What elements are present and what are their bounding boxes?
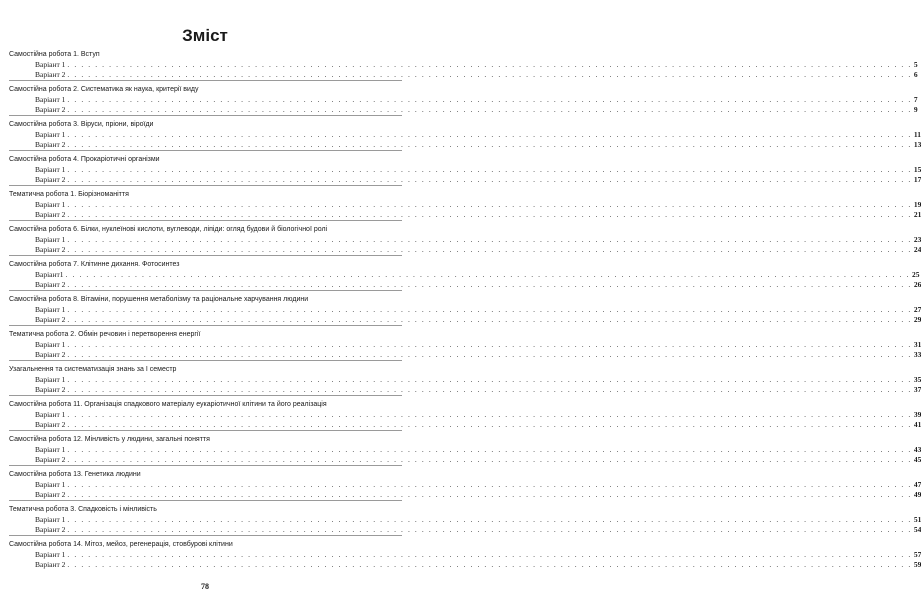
- entry-page: 11: [913, 130, 921, 139]
- toc-entry: [9, 70, 918, 80]
- page-title: Зміст: [182, 26, 228, 45]
- toc-section: [9, 326, 921, 361]
- dot-leader: . . . . . . . . . . . . . . . . . . . . . . . . . . . . . . . . . . . . . . . . . . . . . . . . . . . . . . . . . . . . . . . . . . . . . . . . . . . . . . . . . . . . . . . . . . . . . . . . . . . . . . . . . . . . . . . . . . . . . . . . . .: [67, 315, 912, 324]
- toc-entry: [9, 200, 921, 210]
- entry-label: Варіант 1: [35, 445, 66, 454]
- entry-label: Варіант 2: [35, 175, 66, 184]
- dot-leader: . . . . . . . . . . . . . . . . . . . . . . . . . . . . . . . . . . . . . . . . . . . . . . . . . . . . . . . . . . . . . . . . . . . . . . . . . . . . . . . . . . . . . . . . . . . . . . . . . . . . . . . . . . . . . . . . . . . . . . . . . .: [67, 490, 912, 499]
- dot-leader: . . . . . . . . . . . . . . . . . . . . . . . . . . . . . . . . . . . . . . . . . . . . . . . . . . . . . . . . . . . . . . . . . . . . . . . . . . . . . . . . . . . . . . . . . . . . . . . . . . . . . . . . . . . . . . . . . . . . . . . . . .: [67, 200, 912, 209]
- dot-leader: . . . . . . . . . . . . . . . . . . . . . . . . . . . . . . . . . . . . . . . . . . . . . . . . . . . . . . . . . . . . . . . . . . . . . . . . . . . . . . . . . . . . . . . . . . . . . . . . . . . . . . . . . . . . . . . . . . . . . . . . . .: [67, 175, 912, 184]
- toc-section: [9, 151, 921, 186]
- entry-label: Варіант 2: [35, 245, 66, 254]
- entry-label: Варіант 2: [35, 560, 66, 569]
- section-title: Самостійна робота 6. Білки, нуклеїнові кислоти, вуглеводи, ліпіди: огляд будови й біологічної ролі: [9, 226, 328, 233]
- toc-entry: [9, 525, 921, 535]
- toc-entry: [9, 175, 921, 185]
- dot-leader: . . . . . . . . . . . . . . . . . . . . . . . . . . . . . . . . . . . . . . . . . . . . . . . . . . . . . . . . . . . . . . . . . . . . . . . . . . . . . . . . . . . . . . . . . . . . . . . . . . . . . . . . . . . . . . . . . . . . . . . . . .: [67, 480, 912, 489]
- entry-page: 27: [913, 305, 921, 314]
- toc-entry: [9, 60, 918, 70]
- entry-label: Варіант 1: [35, 95, 66, 104]
- dot-leader: . . . . . . . . . . . . . . . . . . . . . . . . . . . . . . . . . . . . . . . . . . . . . . . . . . . . . . . . . . . . . . . . . . . . . . . . . . . . . . . . . . . . . . . . . . . . . . . . . . . . . . . . . . . . . . . . . . . . . . . . . .: [65, 270, 910, 279]
- entry-page: 23: [913, 235, 921, 244]
- entry-page: 59: [913, 560, 921, 569]
- table-of-contents: [9, 46, 921, 570]
- section-title: Самостійна робота 14. Мітоз, мейоз, регенерація, стовбурові клітини: [9, 541, 233, 548]
- dot-leader: . . . . . . . . . . . . . . . . . . . . . . . . . . . . . . . . . . . . . . . . . . . . . . . . . . . . . . . . . . . . . . . . . . . . . . . . . . . . . . . . . . . . . . . . . . . . . . . . . . . . . . . . . . . . . . . . . . . . . . . . . .: [67, 165, 912, 174]
- toc-entry: [9, 550, 921, 560]
- entry-page: 5: [913, 60, 918, 69]
- entry-label: Варіант 1: [35, 165, 66, 174]
- dot-leader: . . . . . . . . . . . . . . . . . . . . . . . . . . . . . . . . . . . . . . . . . . . . . . . . . . . . . . . . . . . . . . . . . . . . . . . . . . . . . . . . . . . . . . . . . . . . . . . . . . . . . . . . . . . . . . . . . . . . . . . . . .: [67, 515, 912, 524]
- toc-entry: [9, 270, 920, 280]
- toc-entry: [9, 560, 921, 570]
- entry-page: 6: [913, 70, 918, 79]
- entry-label: Варіант 1: [35, 200, 66, 209]
- toc-section: [9, 466, 921, 501]
- toc-section: [9, 221, 921, 256]
- section-title: Самостійна робота 3. Віруси, пріони, віроїди: [9, 121, 154, 128]
- toc-section: [9, 291, 921, 326]
- section-title: Тематична робота 2. Обмін речовин і перетворення енергії: [9, 331, 201, 338]
- dot-leader: . . . . . . . . . . . . . . . . . . . . . . . . . . . . . . . . . . . . . . . . . . . . . . . . . . . . . . . . . . . . . . . . . . . . . . . . . . . . . . . . . . . . . . . . . . . . . . . . . . . . . . . . . . . . . . . . . . . . . . . . . .: [67, 525, 912, 534]
- dot-leader: . . . . . . . . . . . . . . . . . . . . . . . . . . . . . . . . . . . . . . . . . . . . . . . . . . . . . . . . . . . . . . . . . . . . . . . . . . . . . . . . . . . . . . . . . . . . . . . . . . . . . . . . . . . . . . . . . . . . . . . . . .: [67, 340, 912, 349]
- entry-label: Варіант 1: [35, 375, 66, 384]
- entry-label: Варіант 1: [35, 410, 66, 419]
- dot-leader: . . . . . . . . . . . . . . . . . . . . . . . . . . . . . . . . . . . . . . . . . . . . . . . . . . . . . . . . . . . . . . . . . . . . . . . . . . . . . . . . . . . . . . . . . . . . . . . . . . . . . . . . . . . . . . . . . . . . . . . . . .: [67, 445, 912, 454]
- entry-label: Варіант 2: [35, 280, 66, 289]
- entry-label: Варіант 1: [35, 515, 66, 524]
- toc-entry: [9, 385, 921, 395]
- toc-section: [9, 361, 921, 396]
- dot-leader: . . . . . . . . . . . . . . . . . . . . . . . . . . . . . . . . . . . . . . . . . . . . . . . . . . . . . . . . . . . . . . . . . . . . . . . . . . . . . . . . . . . . . . . . . . . . . . . . . . . . . . . . . . . . . . . . . . . . . . . . . .: [67, 105, 912, 114]
- toc-entry: [9, 140, 921, 150]
- toc-entry: [9, 515, 921, 525]
- entry-page: 9: [913, 105, 918, 114]
- entry-page: 49: [913, 490, 921, 499]
- entry-page: 39: [913, 410, 921, 419]
- page-number: 78: [201, 582, 209, 591]
- entry-label: Варіант 2: [35, 210, 66, 219]
- toc-entry: [9, 235, 921, 245]
- entry-page: 54: [913, 525, 921, 534]
- toc-section: [9, 396, 921, 431]
- entry-page: 41: [913, 420, 921, 429]
- dot-leader: . . . . . . . . . . . . . . . . . . . . . . . . . . . . . . . . . . . . . . . . . . . . . . . . . . . . . . . . . . . . . . . . . . . . . . . . . . . . . . . . . . . . . . . . . . . . . . . . . . . . . . . . . . . . . . . . . . . . . . . . . .: [67, 560, 912, 569]
- toc-entry: [9, 105, 918, 115]
- dot-leader: . . . . . . . . . . . . . . . . . . . . . . . . . . . . . . . . . . . . . . . . . . . . . . . . . . . . . . . . . . . . . . . . . . . . . . . . . . . . . . . . . . . . . . . . . . . . . . . . . . . . . . . . . . . . . . . . . . . . . . . . . .: [67, 420, 912, 429]
- entry-label: Варіант 2: [35, 140, 66, 149]
- toc-entry: [9, 210, 921, 220]
- entry-label: Варіант 2: [35, 70, 66, 79]
- dot-leader: . . . . . . . . . . . . . . . . . . . . . . . . . . . . . . . . . . . . . . . . . . . . . . . . . . . . . . . . . . . . . . . . . . . . . . . . . . . . . . . . . . . . . . . . . . . . . . . . . . . . . . . . . . . . . . . . . . . . . . . . . .: [67, 305, 912, 314]
- dot-leader: . . . . . . . . . . . . . . . . . . . . . . . . . . . . . . . . . . . . . . . . . . . . . . . . . . . . . . . . . . . . . . . . . . . . . . . . . . . . . . . . . . . . . . . . . . . . . . . . . . . . . . . . . . . . . . . . . . . . . . . . . .: [67, 455, 912, 464]
- entry-label: Варіант 2: [35, 490, 66, 499]
- toc-entry: [9, 375, 921, 385]
- dot-leader: . . . . . . . . . . . . . . . . . . . . . . . . . . . . . . . . . . . . . . . . . . . . . . . . . . . . . . . . . . . . . . . . . . . . . . . . . . . . . . . . . . . . . . . . . . . . . . . . . . . . . . . . . . . . . . . . . . . . . . . . . .: [67, 245, 912, 254]
- entry-page: 7: [913, 95, 918, 104]
- entry-page: 47: [913, 480, 921, 489]
- dot-leader: . . . . . . . . . . . . . . . . . . . . . . . . . . . . . . . . . . . . . . . . . . . . . . . . . . . . . . . . . . . . . . . . . . . . . . . . . . . . . . . . . . . . . . . . . . . . . . . . . . . . . . . . . . . . . . . . . . . . . . . . . .: [67, 210, 912, 219]
- entry-label: Варіант 2: [35, 105, 66, 114]
- toc-section: [9, 186, 921, 221]
- entry-page: 45: [913, 455, 921, 464]
- toc-entry: [9, 420, 921, 430]
- toc-entry: [9, 445, 921, 455]
- dot-leader: . . . . . . . . . . . . . . . . . . . . . . . . . . . . . . . . . . . . . . . . . . . . . . . . . . . . . . . . . . . . . . . . . . . . . . . . . . . . . . . . . . . . . . . . . . . . . . . . . . . . . . . . . . . . . . . . . . . . . . . . . .: [67, 280, 912, 289]
- dot-leader: . . . . . . . . . . . . . . . . . . . . . . . . . . . . . . . . . . . . . . . . . . . . . . . . . . . . . . . . . . . . . . . . . . . . . . . . . . . . . . . . . . . . . . . . . . . . . . . . . . . . . . . . . . . . . . . . . . . . . . . . . .: [67, 130, 912, 139]
- entry-page: 37: [913, 385, 921, 394]
- section-title: Самостійна робота 12. Мінливість у людини, загальні поняття: [9, 436, 210, 443]
- entry-label: Варіант1: [35, 270, 64, 279]
- entry-label: Варіант 1: [35, 60, 66, 69]
- dot-leader: . . . . . . . . . . . . . . . . . . . . . . . . . . . . . . . . . . . . . . . . . . . . . . . . . . . . . . . . . . . . . . . . . . . . . . . . . . . . . . . . . . . . . . . . . . . . . . . . . . . . . . . . . . . . . . . . . . . . . . . . . .: [67, 385, 912, 394]
- entry-page: 17: [913, 175, 921, 184]
- toc-section: [9, 431, 921, 466]
- toc-entry: [9, 340, 921, 350]
- entry-label: Варіант 1: [35, 305, 66, 314]
- entry-page: 29: [913, 315, 921, 324]
- toc-entry: [9, 245, 921, 255]
- dot-leader: . . . . . . . . . . . . . . . . . . . . . . . . . . . . . . . . . . . . . . . . . . . . . . . . . . . . . . . . . . . . . . . . . . . . . . . . . . . . . . . . . . . . . . . . . . . . . . . . . . . . . . . . . . . . . . . . . . . . . . . . . .: [67, 350, 912, 359]
- dot-leader: . . . . . . . . . . . . . . . . . . . . . . . . . . . . . . . . . . . . . . . . . . . . . . . . . . . . . . . . . . . . . . . . . . . . . . . . . . . . . . . . . . . . . . . . . . . . . . . . . . . . . . . . . . . . . . . . . . . . . . . . . .: [67, 550, 912, 559]
- toc-entry: [9, 130, 921, 140]
- section-title: Самостійна робота 4. Прокаріотичні організми: [9, 156, 160, 163]
- entry-page: 13: [913, 140, 921, 149]
- toc-entry: [9, 455, 921, 465]
- entry-label: Варіант 2: [35, 525, 66, 534]
- toc-entry: [9, 165, 921, 175]
- entry-label: Варіант 1: [35, 130, 66, 139]
- entry-label: Варіант 1: [35, 550, 66, 559]
- entry-page: 57: [913, 550, 921, 559]
- dot-leader: . . . . . . . . . . . . . . . . . . . . . . . . . . . . . . . . . . . . . . . . . . . . . . . . . . . . . . . . . . . . . . . . . . . . . . . . . . . . . . . . . . . . . . . . . . . . . . . . . . . . . . . . . . . . . . . . . . . . . . . . . .: [67, 140, 912, 149]
- toc-entry: [9, 410, 921, 420]
- dot-leader: . . . . . . . . . . . . . . . . . . . . . . . . . . . . . . . . . . . . . . . . . . . . . . . . . . . . . . . . . . . . . . . . . . . . . . . . . . . . . . . . . . . . . . . . . . . . . . . . . . . . . . . . . . . . . . . . . . . . . . . . . .: [67, 235, 912, 244]
- section-title: Узагальнення та систематизація знань за І семестр: [9, 366, 177, 373]
- dot-leader: . . . . . . . . . . . . . . . . . . . . . . . . . . . . . . . . . . . . . . . . . . . . . . . . . . . . . . . . . . . . . . . . . . . . . . . . . . . . . . . . . . . . . . . . . . . . . . . . . . . . . . . . . . . . . . . . . . . . . . . . . .: [67, 410, 912, 419]
- section-title: Тематична робота 3. Спадковість і мінливість: [9, 506, 157, 513]
- dot-leader: . . . . . . . . . . . . . . . . . . . . . . . . . . . . . . . . . . . . . . . . . . . . . . . . . . . . . . . . . . . . . . . . . . . . . . . . . . . . . . . . . . . . . . . . . . . . . . . . . . . . . . . . . . . . . . . . . . . . . . . . . .: [67, 375, 912, 384]
- toc-section: [9, 256, 921, 291]
- toc-section: [9, 46, 918, 81]
- dot-leader: . . . . . . . . . . . . . . . . . . . . . . . . . . . . . . . . . . . . . . . . . . . . . . . . . . . . . . . . . . . . . . . . . . . . . . . . . . . . . . . . . . . . . . . . . . . . . . . . . . . . . . . . . . . . . . . . . . . . . . . . . .: [67, 60, 912, 69]
- entry-page: 51: [913, 515, 921, 524]
- entry-page: 15: [913, 165, 921, 174]
- toc-entry: [9, 280, 921, 290]
- entry-label: Варіант 2: [35, 350, 66, 359]
- toc-entry: [9, 315, 921, 325]
- toc-entry: [9, 490, 921, 500]
- dot-leader: . . . . . . . . . . . . . . . . . . . . . . . . . . . . . . . . . . . . . . . . . . . . . . . . . . . . . . . . . . . . . . . . . . . . . . . . . . . . . . . . . . . . . . . . . . . . . . . . . . . . . . . . . . . . . . . . . . . . . . . . . .: [67, 70, 912, 79]
- entry-page: 26: [913, 280, 921, 289]
- entry-label: Варіант 2: [35, 315, 66, 324]
- entry-page: 33: [913, 350, 921, 359]
- section-title: Самостійна робота 13. Генетика людини: [9, 471, 141, 478]
- toc-section: [9, 116, 921, 151]
- toc-entry: [9, 95, 918, 105]
- entry-label: Варіант 2: [35, 420, 66, 429]
- toc-section: [9, 536, 921, 570]
- toc-entry: [9, 305, 921, 315]
- entry-label: Варіант 1: [35, 340, 66, 349]
- entry-label: Варіант 2: [35, 385, 66, 394]
- entry-page: 19: [913, 200, 921, 209]
- toc-entry: [9, 480, 921, 490]
- entry-page: 24: [913, 245, 921, 254]
- toc-entry: [9, 350, 921, 360]
- entry-page: 43: [913, 445, 921, 454]
- toc-section: [9, 501, 921, 536]
- dot-leader: . . . . . . . . . . . . . . . . . . . . . . . . . . . . . . . . . . . . . . . . . . . . . . . . . . . . . . . . . . . . . . . . . . . . . . . . . . . . . . . . . . . . . . . . . . . . . . . . . . . . . . . . . . . . . . . . . . . . . . . . . .: [67, 95, 912, 104]
- section-title: Тематична робота 1. Біорізноманіття: [9, 191, 129, 198]
- section-title: Самостійна робота 2. Систематика як наука, критерії виду: [9, 86, 199, 93]
- toc-section: [9, 81, 918, 116]
- section-title: Самостійна робота 7. Клітинне дихання. Фотосинтез: [9, 261, 180, 268]
- section-title: Самостійна робота 8. Вітаміни, порушення метаболізму та раціональне харчування людини: [9, 296, 309, 303]
- entry-page: 25: [911, 270, 920, 279]
- section-title: Самостійна робота 11. Організація спадкового матеріалу еукаріотичної клітини та його реалізація: [9, 401, 327, 408]
- entry-label: Варіант 1: [35, 235, 66, 244]
- entry-label: Варіант 2: [35, 455, 66, 464]
- section-title: Самостійна робота 1. Вступ: [9, 51, 100, 58]
- entry-page: 21: [913, 210, 921, 219]
- entry-page: 31: [913, 340, 921, 349]
- entry-label: Варіант 1: [35, 480, 66, 489]
- entry-page: 35: [913, 375, 921, 384]
